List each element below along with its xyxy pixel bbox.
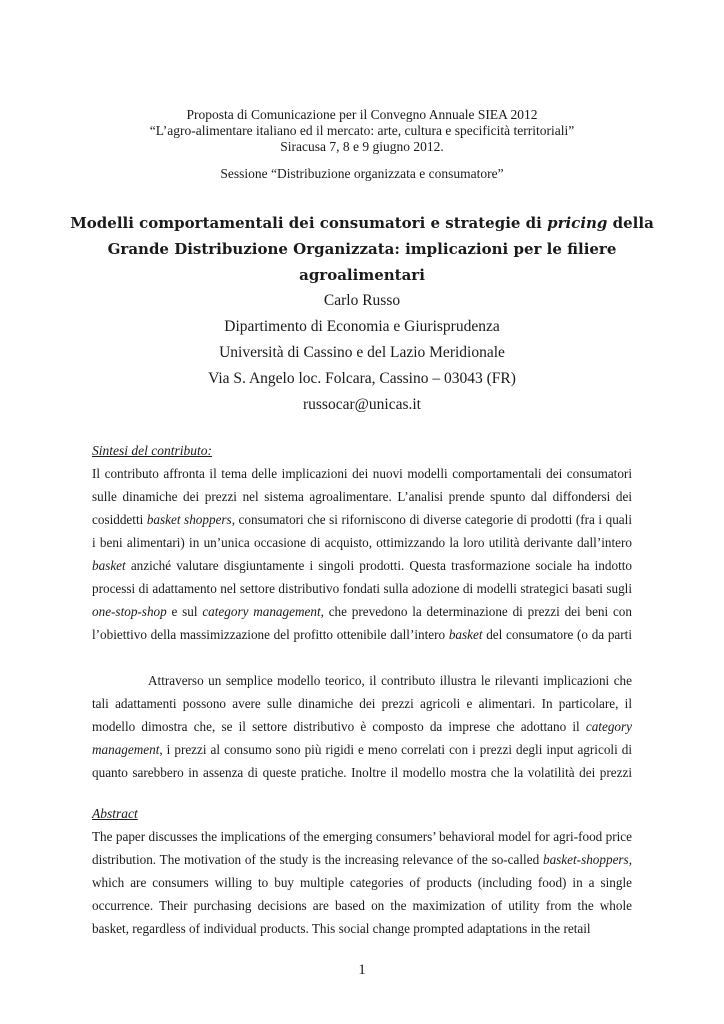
title-emphasis: pricing xyxy=(547,214,608,232)
text-run: Attraverso un semplice modello teorico, il contributo illustra le rilevanti implicazioni che tali adattamenti possono avere sulle dinamiche dei prezzi agricoli e alimentari. In particolare, il modello dimostra che, se il settore distributivo è composto da imprese che adottano il xyxy=(92,673,632,734)
italic-term: one-stop-shop xyxy=(92,604,167,619)
text-run: The paper discusses the implications of the emerging consumers’ behavioral model for agri-food price distribution. The motivation of the study is the increasing relevance of the so-called xyxy=(92,829,632,867)
italic-term: basket shoppers xyxy=(146,512,232,527)
author-department: Dipartimento di Economia e Giurisprudenza xyxy=(224,318,500,335)
author-address: Via S. Angelo loc. Folcara, Cassino – 03043 (FR) xyxy=(208,370,516,387)
text-run: , consumatori che si riforniscono di diverse categorie di prodotti (fra i quali i beni alimentari) in un’unica occasione di acquisto, ottimizzando la loro utilità derivante dall’intero xyxy=(92,512,632,550)
author-email: russocar@unicas.it xyxy=(302,396,421,413)
text-run: e sul xyxy=(166,604,203,619)
author-name: Carlo Russo xyxy=(323,292,401,309)
paper-title xyxy=(70,210,654,288)
page-number: 1 xyxy=(358,962,366,978)
text-run: del consumatore (o da parti xyxy=(486,627,632,642)
italic-term: category management xyxy=(92,719,632,757)
author-university: Università di Cassino e del Lazio Meridionale xyxy=(219,344,505,361)
italic-term: basket xyxy=(92,558,126,573)
italic-term: basket-shoppers xyxy=(542,852,629,867)
text-run: , which are consumers willing to buy multiple categories of products (including food) in a single occurrence. Their purchasing decisions are based on the maximization of utility from the whole basket, regardless of individual products. This social change prompted adaptations in the retail xyxy=(92,852,632,936)
title-part-1: Modelli comportamentali dei consumatori e strategie di xyxy=(70,214,548,232)
title-part-2: della Grande Distribuzione Organizzata: implicazioni per le filiere agroalimentari xyxy=(107,214,654,284)
conference-line-1: Proposta di Comunicazione per il Convegno Annuale SIEA 2012 xyxy=(186,107,538,122)
sintesi-paragraph-2 xyxy=(92,669,632,784)
text-run: anziché valutare disgiuntamente i singoli prodotti. Questa trasformazione sociale ha indotto processi di adattamento nel settore distributivo fondati sulla adozione di modelli strategici basati sugli xyxy=(92,558,632,596)
conference-line-2: “L’agro-alimentare italiano ed il mercato: arte, cultura e specificità territoriali” xyxy=(149,123,575,138)
text-run: Il contributo affronta il tema delle implicazioni dei nuovi modelli comportamentali dei consumatori sulle dinamiche dei prezzi nel sistema agroalimentare. L’analisi prende spunto dal diffondersi dei cosiddetti xyxy=(92,466,632,527)
session-line: Sessione “Distribuzione organizzata e consumatore” xyxy=(220,166,504,181)
author-block xyxy=(0,288,724,418)
italic-term: basket xyxy=(448,627,483,642)
text-run: , che prevedono la determinazione di prezzi dei beni con l’obiettivo della massimizzazione del profitto ottenibile dall’intero xyxy=(92,604,632,642)
sintesi-heading: Sintesi del contributo: xyxy=(92,443,212,458)
conference-line-3: Siracusa 7, 8 e 9 giugno 2012. xyxy=(280,139,444,154)
sintesi-paragraph-1 xyxy=(92,462,632,646)
text-run: , i prezzi al consumo sono più rigidi e meno correlati con i prezzi degli input agricoli di quanto sarebbero in assenza di queste pratiche. Inoltre il modello mostra che la volatilità dei prezzi xyxy=(92,742,632,780)
abstract-paragraph xyxy=(92,825,632,963)
italic-term: category management xyxy=(202,604,321,619)
abstract-heading: Abstract xyxy=(92,806,138,821)
